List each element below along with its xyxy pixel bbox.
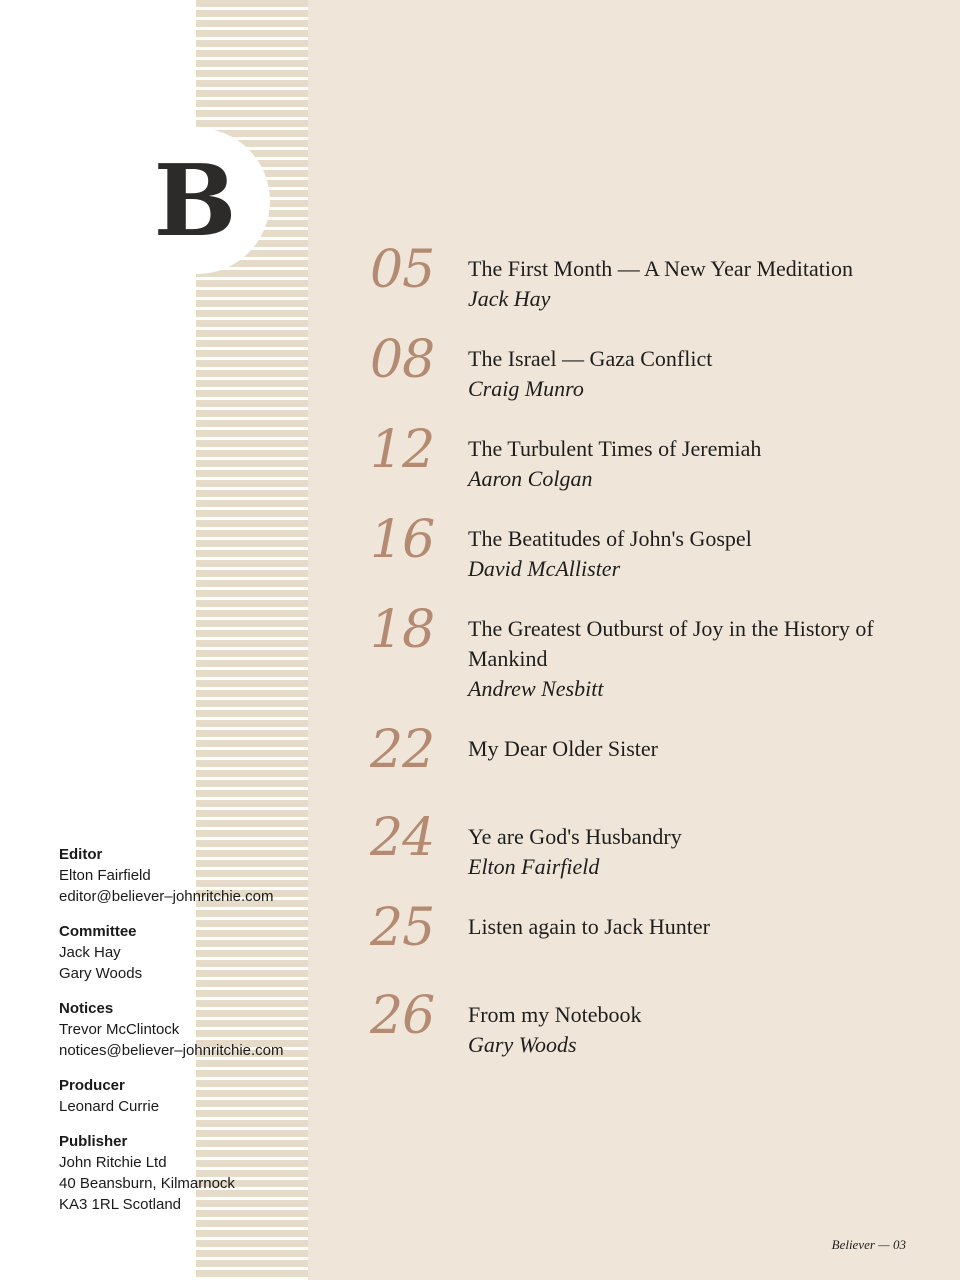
masthead-label: Notices xyxy=(59,1000,114,1017)
toc-item[interactable] xyxy=(370,898,910,970)
toc-title: My Dear Older Sister xyxy=(468,736,659,761)
toc-author: Craig Munro xyxy=(468,376,584,401)
toc-author: Elton Fairfield xyxy=(468,854,600,879)
toc-title: The Turbulent Times of Jeremiah xyxy=(468,436,762,461)
toc-author: Jack Hay xyxy=(468,286,551,311)
toc-item[interactable] xyxy=(370,808,910,882)
masthead-label: Editor xyxy=(59,846,103,863)
notices-email-link[interactable]: notices@believer–johnritchie.com xyxy=(59,1042,284,1059)
toc-page-number: 12 xyxy=(370,420,435,480)
committee-member: Gary Woods xyxy=(59,965,143,982)
toc-page-number: 16 xyxy=(370,510,435,570)
publisher-address: 40 Beansburn, Kilmarnock xyxy=(59,1175,235,1192)
masthead-publisher xyxy=(59,1131,319,1215)
toc-item[interactable] xyxy=(370,240,910,314)
masthead-editor xyxy=(59,844,319,907)
toc-page-number: 25 xyxy=(370,898,435,958)
masthead-credits xyxy=(59,844,319,1229)
masthead-label: Committee xyxy=(59,923,137,940)
toc-page-number: 26 xyxy=(370,986,435,1046)
table-of-contents xyxy=(370,240,910,1090)
toc-item[interactable] xyxy=(370,330,910,404)
toc-page-number: 18 xyxy=(370,600,435,660)
masthead-producer xyxy=(59,1075,319,1117)
toc-title: The First Month — A New Year Meditation xyxy=(468,256,853,281)
toc-page-number: 08 xyxy=(370,330,435,390)
editor-name: Elton Fairfield xyxy=(59,867,151,884)
producer-name: Leonard Currie xyxy=(59,1098,160,1115)
toc-page-number: 22 xyxy=(370,720,435,780)
toc-title: Ye are God's Husbandry xyxy=(468,824,682,849)
masthead-notices xyxy=(59,998,319,1061)
masthead-label: Publisher xyxy=(59,1133,128,1150)
toc-item[interactable] xyxy=(370,510,910,584)
publisher-postcode: KA3 1RL Scotland xyxy=(59,1196,182,1213)
toc-item[interactable] xyxy=(370,600,910,704)
publisher-name: John Ritchie Ltd xyxy=(59,1154,167,1171)
toc-page-number: 05 xyxy=(370,240,435,300)
page-folio: Believer — 03 xyxy=(831,1237,906,1252)
toc-title: From my Notebook xyxy=(468,1002,642,1027)
masthead-label: Producer xyxy=(59,1077,125,1094)
magazine-logo: B xyxy=(153,143,237,259)
notices-name: Trevor McClintock xyxy=(59,1021,180,1038)
masthead-committee xyxy=(59,921,319,984)
toc-author: David McAllister xyxy=(468,556,621,581)
toc-item[interactable] xyxy=(370,986,910,1060)
toc-author: Aaron Colgan xyxy=(468,466,593,491)
toc-title: Listen again to Jack Hunter xyxy=(468,914,710,939)
toc-title: The Israel — Gaza Conflict xyxy=(468,346,713,371)
toc-item[interactable] xyxy=(370,420,910,494)
toc-author: Andrew Nesbitt xyxy=(468,676,604,701)
toc-title: The Greatest Outburst of Joy in the History of Mankind xyxy=(468,616,874,671)
editor-email-link[interactable]: editor@believer–johnritchie.com xyxy=(59,888,274,905)
toc-page-number: 24 xyxy=(370,808,435,868)
toc-title: The Beatitudes of John's Gospel xyxy=(468,526,752,551)
toc-item[interactable] xyxy=(370,720,910,792)
committee-member: Jack Hay xyxy=(59,944,121,961)
toc-author: Gary Woods xyxy=(468,1032,577,1057)
